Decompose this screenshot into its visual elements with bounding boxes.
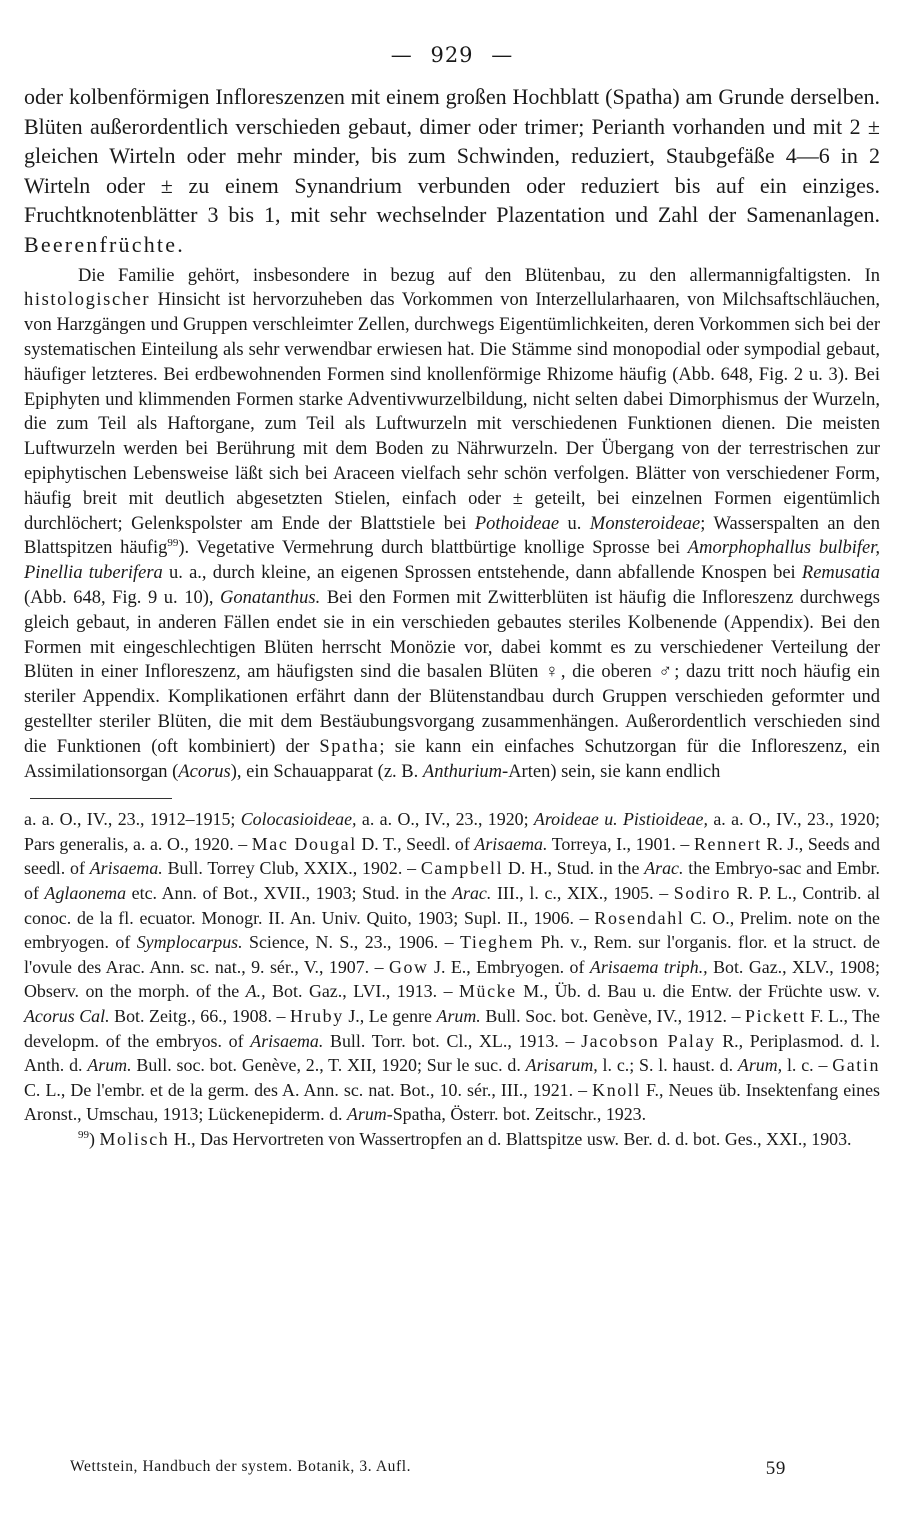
footnote-divider — [30, 798, 172, 799]
taxon: Pothoideae — [474, 513, 560, 534]
page-number: — 929 — — [390, 43, 514, 67]
footnotes — [24, 807, 880, 1151]
taxon: Acorus — [178, 761, 231, 782]
source-line: Wettstein, Handbuch der system. Botanik, 3. Aufl. — [70, 1458, 412, 1475]
intro-spaced-term: Beerenfrüchte. — [24, 231, 185, 257]
spaced-term: histologischer — [24, 290, 151, 311]
page-header — [24, 38, 880, 82]
family-description — [24, 82, 880, 260]
taxon: Amorphophallus bulbifer, Pinellia tuberifera — [24, 538, 880, 584]
page-footer — [70, 1458, 786, 1480]
intro-paragraph — [24, 82, 880, 260]
spaced-term: Spatha — [319, 736, 380, 757]
literature-footnote: a. a. O., IV., 23., 1912–1915; Colocasioideae, a. a. O., IV., 23., 1920; Aroideae u. Pistioideae, a. a. O., IV., 23., 1920; Pars generalis, a. a. O., 1920. – Mac Dougal D. T., Seedl. of Arisaema. Torreya, I., 1901. – Rennert R. J., Seeds and seedl. of Arisaema. Bull. Torrey Club, XXIX., 1902. – Campbell D. H., Stud. in the Arac. the Embryo-sac and Embr. of Aglaonema etc. Ann. of Bot., XVII., 1903; Stud. in the Arac. III., l. c., XIX., 1905. – Sodiro R. P. L., Contrib. al conoc. de la fl. ecuator. Monogr. II. An. Univ. Quito, 1903; Supl. II., 1906. – Rosendahl C. O., Prelim. note on the embryogen. of Symplocarpus. Science, N. S., 23., 1906. – Tieghem Ph. v., Rem. sur l'organis. flor. et la struct. de l'ovule des Arac. Ann. sc. nat., 9. sér., V., 1907. – Gow J. E., Embryogen. of Arisaema triph., Bot. Gaz., XLV., 1908; Observ. on the morph. of the A., Bot. Gaz., LVI., 1913. – Mücke M., Üb. d. Bau u. die Entw. der Früchte usw. v. Acorus Cal. Bot. Zeitg., 66., 1908. – Hruby J., Le genre Arum. Bull. Soc. bot. Genève, IV., 1912. – Pickett F. L., The developm. of the embryos. of Arisaema. Bull. Torr. bot. Cl., XL., 1913. – Jacobson Palay R., Periplasmod. d. l. Anth. d. Arum. Bull. soc. bot. Genève, 2., T. XII, 1920; Sur le suc. d. Arisarum, l. c.; S. l. haust. d. Arum, l. c. – Gatin C. L., De l'embr. et de la germ. des A. Ann. sc. nat. Bot., 10. sér., III., 1921. – Knoll F., Neues üb. Insektenfang eines Aronst., Umschau, 1913; Lückenepiderm. d. Arum-Spatha, Österr. bot. Zeitschr., 1923. — [24, 809, 880, 1125]
footnote-ref: 99 — [167, 537, 179, 550]
footnote-number: 99 — [78, 1129, 89, 1142]
taxon: Remusatia — [801, 563, 881, 584]
taxon: Monsteroideae — [589, 513, 701, 534]
taxon: Anthurium — [422, 761, 503, 782]
taxon: Gonatanthus. — [220, 587, 321, 608]
main-text — [24, 264, 880, 785]
main-paragraph: Die Familie gehört, insbesondere in bezug auf den Blütenbau, zu den allermannigfaltigsten. In histologischer Hinsicht ist hervorzuheben das Vorkommen von Interzellularhaaren, von Milchsaftschläuchen, von Harzgängen und Gruppen verschleimter Zellen, durchwegs Eigentümlichkeiten, deren Vorkommen sich bei der systematischen Einteilung als sehr verwendbar erwiesen hat. Die Stämme sind monopodial oder sympodial gebaut, häufiger letzteres. Bei erdbewohnenden Formen sind knollenförmige Rhizome häufig (Abb. 648, Fig. 2 u. 3). Bei Epiphyten und klimmenden Formen starke Adventivwurzelbildung, nicht selten dabei Dimorphismus der Wurzeln, die zum Teil als Haftorgane, zum Teil als Luftwurzeln mit verschiedenen Funktionen dienen. Die meisten Luftwurzeln werden bei Berührung mit dem Boden zu Nährwurzeln. Der Übergang von der terrestrischen zur epiphytischen Lebensweise läßt sich bei Araceen vielfach sehr schön verfolgen. Blätter von verschiedener Form, häufig breit mit deutlich abgesetzten Stielen, einfach oder ± geteilt, bei einzelnen Formen eigentümlich durchlöchert; Gelenkspolster am Ende der Blattstiele bei Pothoideae u. Monsteroideae; Wasserspalten an den Blattspitzen häufig$^{99}$). Vegetative Vermehrung durch blattbürtige knollige Sprosse bei Amorphophallus bulbifer, Pinellia tuberifera u. a., durch kleine, an eigenen Sprossen entstehende, dann abfallende Knospen bei Remusatia (Abb. 648, Fig. 9 u. 10), Gonatanthus. Bei den Formen mit Zwitterblüten ist häufig die Infloreszenz durchwegs gleich gebaut, in anderen Fällen endet sie in ein verschieden gebautes steriles Kolbenende (Appendix). Bei den Formen mit eingeschlechtigen Blüten herrscht Monözie vor, dabei kommt es zu verschiedener Verteilung der Blüten in einer Infloreszenz, am häufigsten sind die basalen Blüten ♀, die oberen ♂; dazu tritt noch häufig ein steriler Appendix. Komplikationen erfährt dann der Blütenstandbau durch Gruppen verschieden geformter und gestellter steriler Blüten, die mit dem Bestäubungsvorgang zusammenhängen. Außerordentlich verschieden sind die Funktionen (oft kombiniert) der Spatha; sie kann ein einfaches Schutzorgan für die Infloreszenz, ein Assimilationsorgan (Acorus), ein Schauapparat (z. B. Anthurium-Arten) sein, sie kann endlich — [24, 265, 881, 782]
footnote-99: $^{99}$) Molisch H., Das Hervortreten von Wassertropfen an d. Blattspitze usw. Ber. d. d. bot. Ges., XXI., 1903. — [78, 1129, 852, 1150]
signature-mark: 59 — [765, 1458, 786, 1479]
intro-text: oder kolbenförmigen Infloreszenzen mit einem großen Hochblatt (Spatha) am Grunde derselben. Blüten außerordentlich verschieden gebaut, dimer oder trimer; Perianth vorhanden und mit 2 ± gleichen Wirteln oder mehr minder, bis zum Schwinden, reduziert, Staubgefäße 4—6 in 2 Wirteln oder ± zu einem Synandrium verbunden oder reduziert bis auf ein einziges. Fruchtknotenblätter 3 bis 1, mit sehr wechselnder Plazentation und Zahl der Samenanlagen. — [24, 84, 880, 228]
